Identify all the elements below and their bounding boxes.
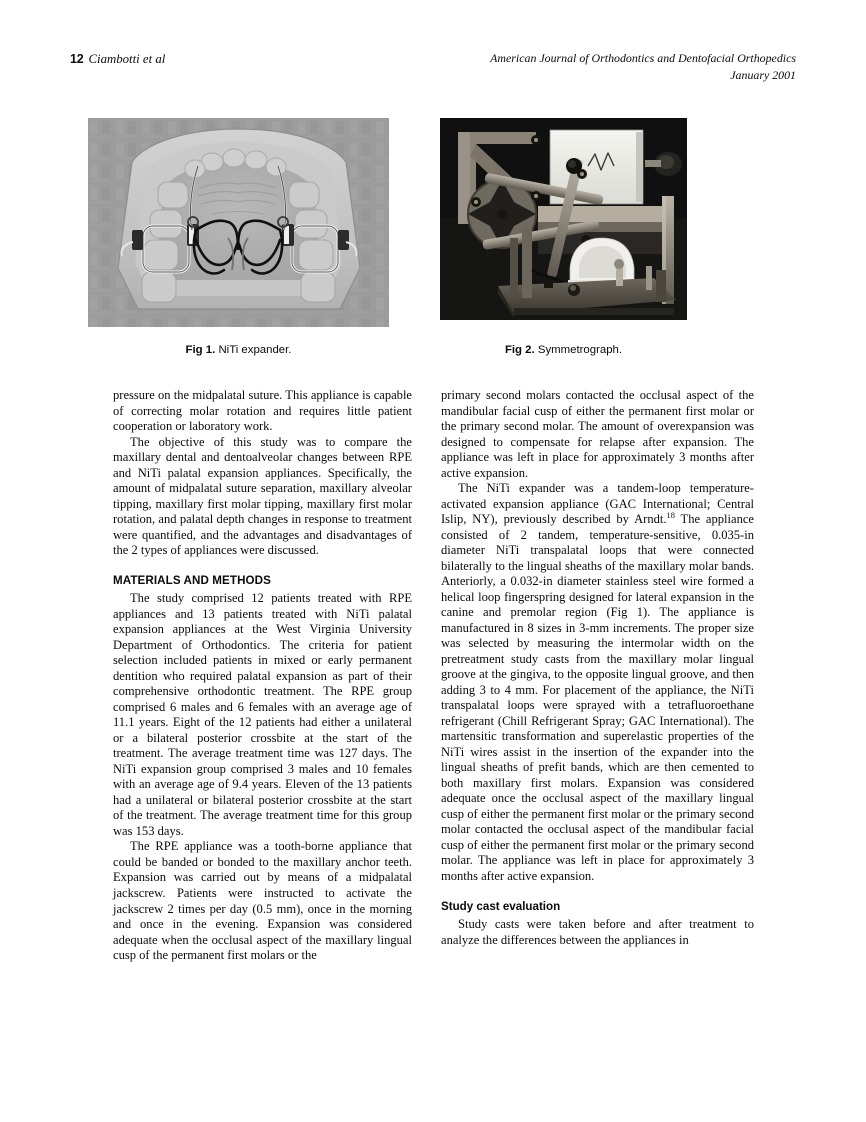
figure-2-image (440, 118, 687, 320)
niti-expander-photo (88, 118, 389, 327)
paragraph-part: The NiTi expander was a tandem-loop temperature-activated expansion appliance (GAC International; Central Islip, NY), previously described by Arndt. (441, 481, 754, 527)
figure-1-image (88, 118, 389, 327)
paragraph-part: The appliance consisted of 2 tandem, temperature-sensitive, 0.035-in diameter NiTi transpalatal loops that were connected bilaterally to the lingual sheaths of the maxillary molar bands. Anteriorly, a 0.032-in diameter stainless steel wire formed a helical loop fingerspring designed for lateral expansion in the canine and premolar region (Fig 1). The appliance is manufactured in 8 sizes in 3-mm increments. The proper size was selected by measuring the intermolar width on the pretreatment study casts from the maxillary molar lingual groove at the gingiva, to the opposite lingual groove, and then adding 3 to 4 mm. For placement of the appliance, the NiTi transpalatal loops were sprayed with a tetrafluoroethane refrigerant (Chill Refrigerant Spray; GAC International). The martensitic transformation and superelastic properties of the NiTi wires assist in the insertion of the expander into the lingual sheaths of prefit bands, which are then cemented to both maxillary first molars. Expansion was considered adequate once the occlusal aspect of the maxillary lingual cusp of either the permanent first molar or the primary second molar contacted the occlusal aspect of the mandibular facial cusp of either the permanent first molar or the primary second molar. The appliance was left in place for approximately 3 months after active expansion. (441, 512, 754, 883)
figure-2-caption-text: Symmetrograph. (537, 344, 623, 356)
issue-date: January 2001 (730, 68, 796, 82)
figure-1-caption (88, 344, 389, 356)
paragraph: The study comprised 12 patients treated with RPE appliances and 13 patients treated with NiTi palatal expansion appliances at the West Virginia University Department of Orthodontics. The criteria for patient selection included patients in mixed or early permanent dentition who required palatal expansion as part of their comprehensive orthodontic treatment. The RPE group comprised 6 males and 6 females with an average age of 11.1 years. Eight of the 12 patients had either a unilateral or a bilateral posterior crossbite at the start of the treatment. The average treatment time was 127 days. The NiTi expansion group comprised 3 males and 10 females with an average age of 9.4 years. Eleven of the 13 patients had a unilateral or bilateral posterior crossbite at the start of the treatment. The average treatment time for this group was 153 days. (113, 591, 412, 838)
figure-1-label: Fig 1. (185, 344, 216, 356)
body-column-right (441, 388, 754, 948)
citation-superscript: 18 (666, 510, 675, 520)
running-head-left (70, 50, 165, 68)
figure-2-caption (440, 344, 687, 356)
paragraph: primary second molars contacted the occlusal aspect of the mandibular facial cusp of either the permanent first molar or the primary second molar. The amount of overexpansion was designed to compensate for relapse after expansion. The appliance was left in place for approximately 3 months after active expansion. (441, 388, 754, 480)
figure-1-caption-text: NiTi expander. (218, 344, 292, 356)
paragraph: Study casts were taken before and after treatment to analyze the differences between the appliances in (441, 917, 754, 947)
journal-title: American Journal of Orthodontics and Dentofacial Orthopedics (490, 51, 796, 65)
symmetrograph-photo (440, 118, 687, 320)
figure-2-label: Fig 2. (504, 344, 535, 356)
paragraph: The objective of this study was to compare the maxillary dental and dentoalveolar changes between RPE and NiTi palatal expansion appliances. Specifically, the amount of midpalatal suture separation, maxillary alveolar tipping, maxillary first molar tipping, maxillary first molar rotation, and palatal depth changes in response to treatment were quantified, and the advantages and disadvantages of the 2 types of appliances were discussed. (113, 434, 412, 558)
section-heading-materials-and-methods: MATERIALS AND METHODS (113, 573, 271, 587)
subsection-heading-study-cast-evaluation: Study cast evaluation (441, 899, 561, 913)
running-head-authors: Ciambotti et al (88, 52, 166, 66)
running-head (70, 50, 796, 94)
body-column-left (113, 388, 412, 964)
paragraph-niti-expander (441, 481, 754, 884)
paragraph: pressure on the midpalatal suture. This appliance is capable of correcting molar rotation and requires little patient cooperation or laboratory work. (113, 388, 412, 434)
running-head-right (490, 50, 796, 84)
paragraph: The RPE appliance was a tooth-borne appliance that could be banded or bonded to the maxillary anchor teeth. Expansion was carried out by means of a midpalatal jackscrew. Patients were instructed to activate the jackscrew 2 times per day (0.5 mm), once in the morning and once in the evening. Expansion was considered adequate when the occlusal aspect of the maxillary lingual cusp of the permanent first molars or the (113, 839, 412, 963)
page-number: 12 (70, 52, 84, 66)
